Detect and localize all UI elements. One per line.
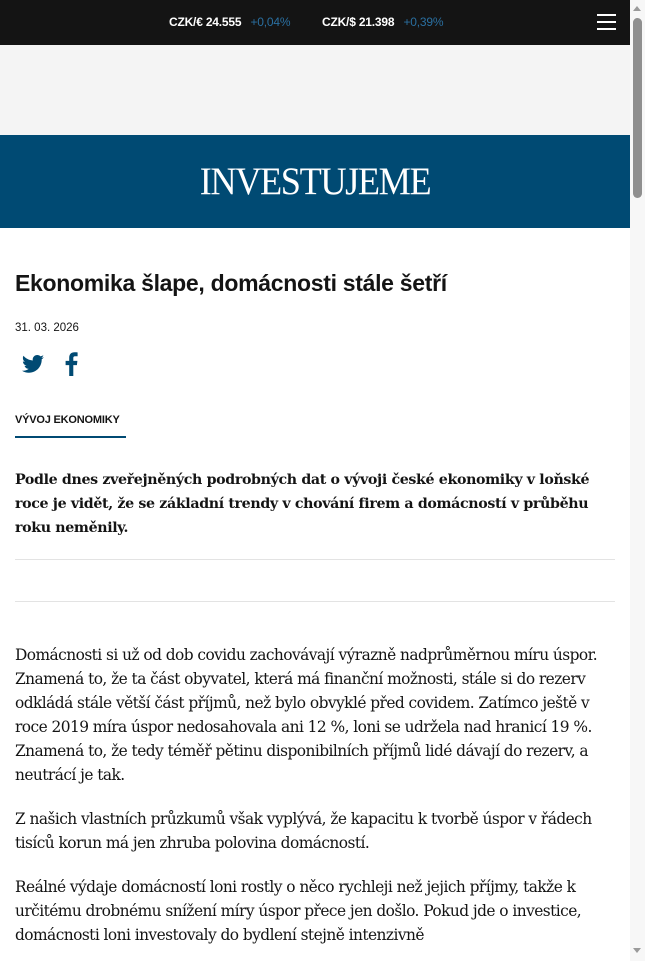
facebook-icon[interactable]: [63, 352, 79, 376]
vertical-scrollbar[interactable]: [630, 0, 645, 961]
category-tag[interactable]: VÝVOJ EKONOMIKY: [15, 414, 120, 426]
paragraph: Reálné výdaje domácností loni rostly o něco rychleji než jejich příjmy, takže k určitému drobnému snížení míry úspor přece jen došlo. Pokud jde o investice, domácnosti loni investovaly do bydlení stejně intenzivně: [15, 878, 582, 944]
rate-pair: CZK/$: [322, 15, 356, 29]
article-title: Ekonomika šlape, domácnosti stále šetří: [15, 270, 447, 296]
article-body: [15, 643, 620, 961]
scroll-thumb[interactable]: [633, 18, 642, 198]
site-banner: [0, 135, 630, 228]
rate-pair: CZK/€: [169, 15, 203, 29]
article-date: 31. 03. 2026: [15, 322, 79, 334]
hamburger-menu-icon[interactable]: [597, 13, 616, 30]
rate-czk-eur: [169, 15, 290, 29]
rate-czk-usd: [322, 15, 443, 29]
category-underline: [15, 436, 126, 438]
twitter-icon[interactable]: [21, 352, 45, 376]
paragraph: Domácnosti si už od dob covidu zachovávají výrazně nadprůměrnou míru úspor. Znamená to, že ta část obyvatel, která má finanční možnosti, stále si do rezerv odkládá stále větší část příjmů, než bylo obvyklé před covidem. Zatímco ještě v roce 2019 míra úspor nedosahovala ani 12 %, loni se udržela nad hranicí 19 %. Znamená to, že tedy téměř pětinu disponibilních příjmů lidé dávají do rezerv, a neutrácí je tak.: [15, 646, 598, 784]
divider: [15, 559, 615, 560]
rate-change: +0,39%: [403, 15, 444, 29]
divider: [15, 601, 615, 602]
scroll-up-arrow-icon[interactable]: [633, 6, 641, 11]
rate-change: +0,04%: [250, 15, 291, 29]
site-logo[interactable]: INVESTUJEME: [199, 160, 431, 203]
ad-placeholder: [0, 45, 630, 135]
currency-ticker-bar: [0, 0, 630, 45]
article-perex: Podle dnes zveřejněných podrobných dat o vývoji české ekonomiky v loňské roce je vidět, že se základní trendy v chování firem a domácností v průběhu roku neměnily.: [15, 472, 590, 536]
scroll-down-arrow-icon[interactable]: [633, 948, 641, 953]
paragraph: Z našich vlastních průzkumů však vyplývá, že kapacitu k tvorbě úspor v řádech tisíců korun má jen zhruba polovina domácností.: [15, 810, 592, 852]
rate-value: 24.555: [205, 15, 242, 29]
rate-value: 21.398: [358, 15, 395, 29]
